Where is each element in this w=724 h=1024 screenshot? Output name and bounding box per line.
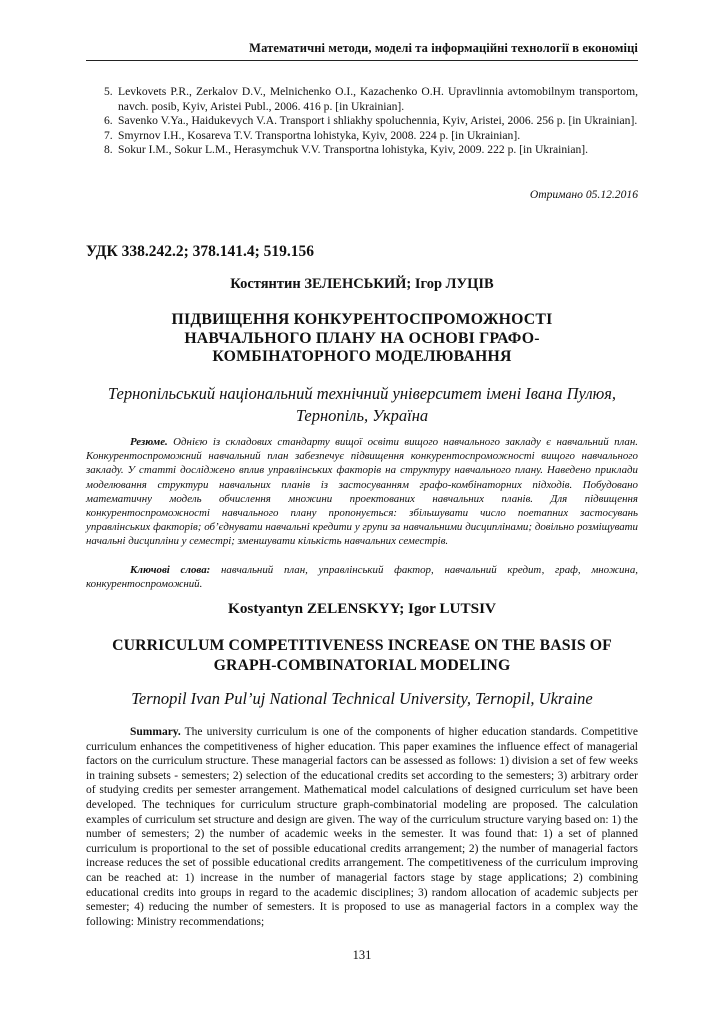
abstract-ukrainian (86, 435, 638, 549)
reference-number: 7. (104, 128, 113, 142)
reference-text: Smyrnov I.H., Kosareva T.V. Transportna lohistyka, Kyiv, 2008. 224 p. [in Ukrainian]. (118, 128, 521, 142)
page-number: 131 (352, 948, 372, 962)
title-english: CURRICULUM COMPETITIVENESS INCREASE ON THE BASIS OF GRAPH-COMBINATORIAL MODELING (112, 637, 612, 674)
title-ukrainian: ПІДВИЩЕННЯ КОНКУРЕНТОСПРОМОЖНОСТІ НАВЧАЛЬНОГО ПЛАНУ НА ОСНОВІ ГРАФО-КОМБІНАТОРНОГО МОДЕЛЮВАННЯ (171, 311, 553, 365)
keywords-ukrainian (86, 563, 638, 591)
reference-number: 5. (104, 85, 113, 98)
reference-item (104, 129, 638, 144)
summary-label: Summary. (130, 726, 181, 738)
reference-list (104, 85, 638, 158)
abstract-text: Однією із складових стандарту вищої освіти вищого навчального закладу є навчальний план. Конкурентоспроможний навчальний план забезпечує підвищення конкурентоспроможності вищого навчального закладу. У статті досліджено вплив управлінських факторів на структуру навчального плану. Наведено приклади моделювання структури навчальних планів із застосуванням графо-комбінаторних підходів. Побудовано математичну модель обчислення множини проектованих навчальних планів. Для підвищення конкурентоспроможності навчального плану пропонується: збільшувати число поетапних застосувань управлінських факторів; об’єднувати навчальні кредити у групи за навчальними дисциплінами; довільно розміщувати начальні дисципліни у семестрі; зменшувати кількість навчальних семестрів. (86, 436, 638, 548)
reference-text: Levkovets P.R., Zerkalov D.V., Melnichenko O.I., Kazachenko O.H. Upravlinnia avtomobilnym transportom, navch. posib, Kyiv, Aristei Publ., 2006. 416 p. [in Ukrainian]. (118, 85, 638, 113)
reference-text: Savenko V.Ya., Haidukevych V.A. Transport i shliakhy spoluchennia, Kyiv, Aristei, 2006. 256 p. [in Ukrainian]. (118, 114, 638, 128)
reference-text: Sokur I.M., Sokur L.M., Herasymchuk V.V. Transportna lohistyka, Kyiv, 2009. 222 p. [in Ukrainian]. (118, 143, 589, 157)
reference-number: 6. (104, 114, 113, 128)
authors-ukrainian: Костянтин ЗЕЛЕНСЬКИЙ; Ігор ЛУЦІВ (230, 276, 494, 292)
reference-item (104, 85, 638, 114)
keywords-text: навчальний план, управлінський фактор, навчальний кредит, граф, множина, конкурентоспроможний. (86, 564, 638, 591)
affiliation-english: Ternopil Ivan Pul’uj National Technical University, Ternopil, Ukraine (131, 689, 593, 708)
received-date: Отримано 05.12.2016 (529, 188, 638, 201)
running-head: Математичні методи, моделі та інформаційні технології в економіці (249, 41, 638, 55)
authors-english: Kostyantyn ZELENSKYY; Igor LUTSIV (228, 600, 496, 617)
keywords-label: Ключові слова: (130, 564, 211, 576)
udc-code: УДК 338.242.2; 378.141.4; 519.156 (86, 243, 315, 260)
reference-item (104, 143, 638, 158)
summary-english (86, 725, 638, 929)
reference-item (104, 114, 638, 129)
affiliation-ukrainian: Тернопільський національний технічний університет імені Івана Пулюя, Тернопіль, Україна (107, 384, 617, 425)
header-rule (86, 60, 638, 61)
abstract-label: Резюме. (130, 436, 168, 448)
summary-text: The university curriculum is one of the components of higher education standards. Competitive curriculum enhances the competitiveness of higher education. This paper examines the influence effect of managerial factors on the curriculum structure. These managerial factors can be assessed as follows: 1) division a set of few weeks in training subsets - semesters; 2) selection of the educational credits set according to the semesters; 3) arbitrary order of studying credits per semester arrangement. Mathematical model calculations of designed curriculum set have been developed. The techniques for curriculum structure graph-combinatorial modeling are proposed. The calculation examples of curriculum set structure and design are given. The way of the curriculum structure varying based on: 1) the number of semesters; 2) the number of academic weeks in the semester. It was found that: 1) a set of planned curriculum is proportional to the set of possible educational credits arrangement; 2) the number of managerial factors increase reduces the set of possible educational credits arrangement. The competitiveness of the curriculum improving can be reached at: 1) increase in the number of managerial factors stage by stage applications; 2) combining educational credits into groups in regard to the academic disciplines; 3) random allocation of academic subjects per semester; 4) reducing the number of semesters. It is proposed to use as managerial factors in a complex way the following: Ministry recommendations; (86, 726, 638, 928)
reference-number: 8. (104, 143, 113, 157)
